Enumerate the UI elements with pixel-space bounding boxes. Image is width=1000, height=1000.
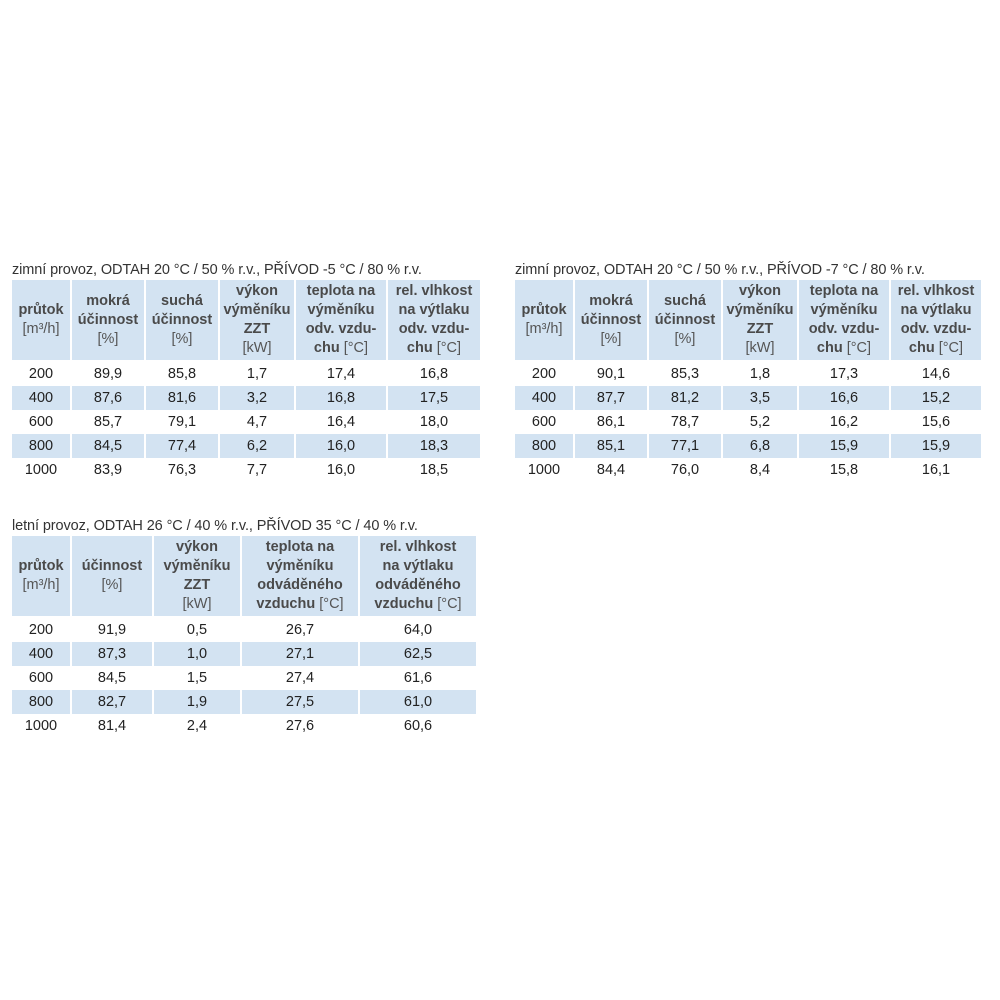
column-header-text: vzduchu bbox=[256, 596, 316, 612]
table-cell: 3,5 bbox=[723, 386, 797, 410]
column-header-text: chu bbox=[406, 340, 433, 356]
column-header-unit: [°C] bbox=[437, 596, 462, 612]
winter-table-minus7 bbox=[513, 280, 983, 482]
table-cell: 85,7 bbox=[93, 414, 123, 430]
column-header-unit: [%] bbox=[674, 330, 696, 347]
table-cell: 77,4 bbox=[146, 434, 218, 458]
table-row bbox=[12, 690, 476, 714]
table-row bbox=[12, 386, 480, 410]
column-header-unit: [kW] bbox=[242, 340, 272, 356]
column-header-text: chu bbox=[313, 340, 340, 356]
column-header-line bbox=[388, 339, 480, 358]
table-cell: 200 bbox=[531, 366, 557, 382]
column-header bbox=[799, 280, 889, 362]
column-header-line bbox=[296, 339, 386, 358]
table-cell: 200 bbox=[28, 622, 54, 638]
column-header-unit: [%] bbox=[101, 577, 123, 593]
table-row bbox=[515, 434, 981, 458]
column-header bbox=[723, 280, 797, 362]
column-header-text: průtok bbox=[521, 302, 567, 318]
table-cell: 85,8 bbox=[167, 366, 197, 382]
column-header-text: chu bbox=[816, 340, 843, 356]
column-header-unit: [m³/h] bbox=[22, 577, 60, 593]
winter-table-minus5-block bbox=[12, 260, 486, 482]
column-header-text: průtok bbox=[18, 558, 64, 574]
summer-table-caption: letní provoz, ODTAH 26 °C / 40 % r.v., PŘÍVOD 35 °C / 40 % r.v. bbox=[12, 518, 418, 534]
table-cell: 18,0 bbox=[419, 414, 449, 430]
table-cell: 64,0 bbox=[403, 622, 433, 638]
table-cell: 15,6 bbox=[921, 414, 951, 430]
column-header-unit: [kW] bbox=[182, 596, 212, 612]
table-row bbox=[515, 362, 981, 386]
column-header bbox=[388, 280, 480, 362]
table-cell: 800 bbox=[12, 434, 70, 458]
table-cell: 600 bbox=[28, 670, 54, 686]
column-header-text: výměníku bbox=[266, 558, 334, 574]
column-header-text: výkon bbox=[176, 539, 218, 555]
table-cell: 200 bbox=[28, 366, 54, 382]
column-header-line bbox=[242, 595, 358, 614]
column-header-text: odv. vzdu- bbox=[398, 321, 470, 337]
table-cell: 78,7 bbox=[670, 414, 700, 430]
column-header-text: výkon bbox=[739, 283, 781, 299]
column-header-text: mokrá bbox=[589, 292, 633, 309]
table-cell: 1,9 bbox=[154, 690, 240, 714]
table-cell: 1000 bbox=[24, 462, 58, 478]
winter-table-minus5 bbox=[10, 280, 482, 482]
column-header bbox=[515, 280, 573, 362]
table-cell: 16,8 bbox=[296, 386, 386, 410]
table-cell: 79,1 bbox=[167, 414, 197, 430]
table-cell: 81,2 bbox=[649, 386, 721, 410]
table-cell: 89,9 bbox=[93, 366, 123, 382]
table-cell: 85,3 bbox=[670, 366, 700, 382]
column-header bbox=[891, 280, 981, 362]
table-cell: 84,4 bbox=[596, 462, 626, 478]
table-cell: 84,5 bbox=[72, 434, 144, 458]
table-cell: 0,5 bbox=[186, 622, 208, 638]
column-header-text: výměníku bbox=[223, 302, 291, 318]
table-cell: 17,3 bbox=[829, 366, 859, 382]
table-cell: 5,2 bbox=[749, 414, 771, 430]
table-cell: 17,5 bbox=[388, 386, 480, 410]
column-header-text: rel. vlhkost bbox=[897, 283, 975, 299]
column-header-text: odváděného bbox=[375, 577, 461, 593]
column-header-text: na výtlaku bbox=[382, 558, 454, 574]
table-row bbox=[515, 410, 981, 434]
table-cell: 83,9 bbox=[93, 462, 123, 478]
table-cell: 27,6 bbox=[285, 718, 315, 734]
column-header-text: výměníku bbox=[307, 302, 375, 318]
table-row bbox=[12, 434, 480, 458]
column-header-text: odv. vzdu- bbox=[808, 321, 880, 337]
column-header-text: výkon bbox=[236, 283, 278, 299]
table-cell: 14,6 bbox=[921, 366, 951, 382]
column-header-text: výměníku bbox=[163, 558, 231, 574]
column-header-line bbox=[360, 595, 476, 614]
table-cell: 16,0 bbox=[326, 462, 356, 478]
column-header-text: účinnost bbox=[81, 558, 143, 574]
table-header-row bbox=[515, 280, 981, 362]
table-row bbox=[12, 458, 480, 482]
table-cell: 61,0 bbox=[360, 690, 476, 714]
column-header-text: chu bbox=[908, 340, 935, 356]
table-row bbox=[12, 642, 476, 666]
table-cell: 400 bbox=[12, 386, 70, 410]
table-cell: 6,8 bbox=[723, 434, 797, 458]
column-header-text: na výtlaku bbox=[398, 302, 470, 318]
summer-table bbox=[10, 536, 478, 738]
table-row bbox=[515, 386, 981, 410]
column-header-unit: [°C] bbox=[343, 340, 369, 356]
column-header-text: výměníku bbox=[810, 302, 878, 318]
column-header-text: rel. vlhkost bbox=[379, 539, 457, 555]
table-cell: 16,6 bbox=[799, 386, 889, 410]
table-cell: 27,4 bbox=[285, 670, 315, 686]
table-cell: 2,4 bbox=[186, 718, 208, 734]
column-header-unit: [%] bbox=[171, 330, 193, 347]
table-header-row bbox=[12, 280, 480, 362]
column-header bbox=[649, 280, 721, 362]
column-header-text: suchá bbox=[664, 292, 706, 309]
table-row bbox=[12, 410, 480, 434]
table-cell: 16,8 bbox=[419, 366, 449, 382]
column-header-text: vzduchu bbox=[374, 596, 434, 612]
table-cell: 1,7 bbox=[246, 366, 268, 382]
column-header-line bbox=[799, 339, 889, 358]
column-header-unit: [°C] bbox=[846, 340, 872, 356]
column-header-text: průtok bbox=[18, 302, 64, 318]
column-header-text: účinnost bbox=[654, 311, 716, 328]
column-header bbox=[575, 280, 647, 362]
column-header-text: mokrá bbox=[86, 292, 130, 309]
column-header bbox=[220, 280, 294, 362]
column-header-unit: [%] bbox=[600, 330, 622, 347]
table-cell: 76,0 bbox=[670, 462, 700, 478]
table-cell: 18,5 bbox=[419, 462, 449, 478]
column-header-text: teplota na bbox=[306, 283, 376, 299]
winter-table-minus7-block bbox=[515, 260, 989, 482]
table-cell: 84,5 bbox=[97, 670, 127, 686]
table-cell: 62,5 bbox=[360, 642, 476, 666]
column-header-unit: [°C] bbox=[938, 340, 964, 356]
table-cell: 16,4 bbox=[326, 414, 356, 430]
table-cell: 27,1 bbox=[242, 642, 358, 666]
table-cell: 1,0 bbox=[154, 642, 240, 666]
table-cell: 87,3 bbox=[72, 642, 152, 666]
table-cell: 800 bbox=[12, 690, 70, 714]
table-cell: 60,6 bbox=[403, 718, 433, 734]
column-header-unit: [kW] bbox=[745, 340, 775, 356]
table-cell: 87,6 bbox=[72, 386, 144, 410]
table-cell: 7,7 bbox=[246, 462, 268, 478]
column-header-unit: [m³/h] bbox=[22, 321, 60, 337]
column-header-text: suchá bbox=[161, 292, 203, 309]
column-header-text: ZZT bbox=[243, 321, 271, 337]
column-header-unit: [%] bbox=[97, 330, 119, 347]
table-row bbox=[515, 458, 981, 482]
table-cell: 16,2 bbox=[829, 414, 859, 430]
table-cell: 15,9 bbox=[799, 434, 889, 458]
column-header bbox=[242, 536, 358, 618]
column-header-text: ZZT bbox=[746, 321, 774, 337]
table-cell: 15,9 bbox=[891, 434, 981, 458]
table-cell: 15,8 bbox=[829, 462, 859, 478]
table-cell: 1,5 bbox=[186, 670, 208, 686]
table-cell: 61,6 bbox=[403, 670, 433, 686]
column-header bbox=[72, 280, 144, 362]
winter-table-minus7-caption: zimní provoz, ODTAH 20 °C / 50 % r.v., PŘÍVOD -7 °C / 80 % r.v. bbox=[515, 262, 925, 278]
table-cell: 800 bbox=[515, 434, 573, 458]
table-cell: 1,8 bbox=[749, 366, 771, 382]
table-cell: 81,4 bbox=[97, 718, 127, 734]
table-cell: 77,1 bbox=[649, 434, 721, 458]
summer-table-block bbox=[12, 516, 487, 738]
winter-table-minus5-caption: zimní provoz, ODTAH 20 °C / 50 % r.v., PŘÍVOD -5 °C / 80 % r.v. bbox=[12, 262, 422, 278]
table-row bbox=[12, 666, 476, 690]
column-header-unit: [°C] bbox=[319, 596, 344, 612]
table-row bbox=[12, 714, 476, 738]
column-header-text: teplota na bbox=[809, 283, 879, 299]
column-header bbox=[154, 536, 240, 618]
table-cell: 8,4 bbox=[749, 462, 771, 478]
table-cell: 87,7 bbox=[575, 386, 647, 410]
table-cell: 18,3 bbox=[388, 434, 480, 458]
table-cell: 1000 bbox=[527, 462, 561, 478]
column-header-text: odv. vzdu- bbox=[305, 321, 377, 337]
column-header-text: účinnost bbox=[580, 311, 642, 328]
table-cell: 91,9 bbox=[97, 622, 127, 638]
table-cell: 85,1 bbox=[575, 434, 647, 458]
table-cell: 26,7 bbox=[285, 622, 315, 638]
table-cell: 16,0 bbox=[296, 434, 386, 458]
table-cell: 600 bbox=[531, 414, 557, 430]
column-header-text: účinnost bbox=[151, 311, 213, 328]
column-header-text: odv. vzdu- bbox=[900, 321, 972, 337]
table-cell: 400 bbox=[515, 386, 573, 410]
table-cell: 81,6 bbox=[146, 386, 218, 410]
table-cell: 90,1 bbox=[596, 366, 626, 382]
column-header-text: odváděného bbox=[257, 577, 343, 593]
table-row bbox=[12, 362, 480, 386]
table-cell: 76,3 bbox=[167, 462, 197, 478]
column-header-text: rel. vlhkost bbox=[395, 283, 473, 299]
column-header-unit: [°C] bbox=[436, 340, 462, 356]
column-header bbox=[360, 536, 476, 618]
table-cell: 400 bbox=[12, 642, 70, 666]
table-cell: 6,2 bbox=[220, 434, 294, 458]
table-cell: 27,5 bbox=[242, 690, 358, 714]
column-header-text: ZZT bbox=[183, 577, 211, 593]
column-header bbox=[72, 536, 152, 618]
column-header bbox=[12, 536, 70, 618]
column-header-text: účinnost bbox=[77, 311, 139, 328]
table-row bbox=[12, 618, 476, 642]
table-cell: 600 bbox=[28, 414, 54, 430]
table-cell: 16,1 bbox=[921, 462, 951, 478]
table-cell: 1000 bbox=[24, 718, 58, 734]
table-cell: 15,2 bbox=[891, 386, 981, 410]
column-header bbox=[296, 280, 386, 362]
column-header-text: teplota na bbox=[265, 539, 335, 555]
column-header bbox=[12, 280, 70, 362]
table-cell: 4,7 bbox=[246, 414, 268, 430]
column-header-text: výměníku bbox=[726, 302, 794, 318]
table-header-row bbox=[12, 536, 476, 618]
column-header bbox=[146, 280, 218, 362]
column-header-unit: [m³/h] bbox=[525, 321, 563, 337]
table-cell: 86,1 bbox=[596, 414, 626, 430]
table-cell: 3,2 bbox=[220, 386, 294, 410]
table-cell: 17,4 bbox=[326, 366, 356, 382]
column-header-line bbox=[891, 339, 981, 358]
column-header-text: na výtlaku bbox=[900, 302, 972, 318]
table-cell: 82,7 bbox=[72, 690, 152, 714]
